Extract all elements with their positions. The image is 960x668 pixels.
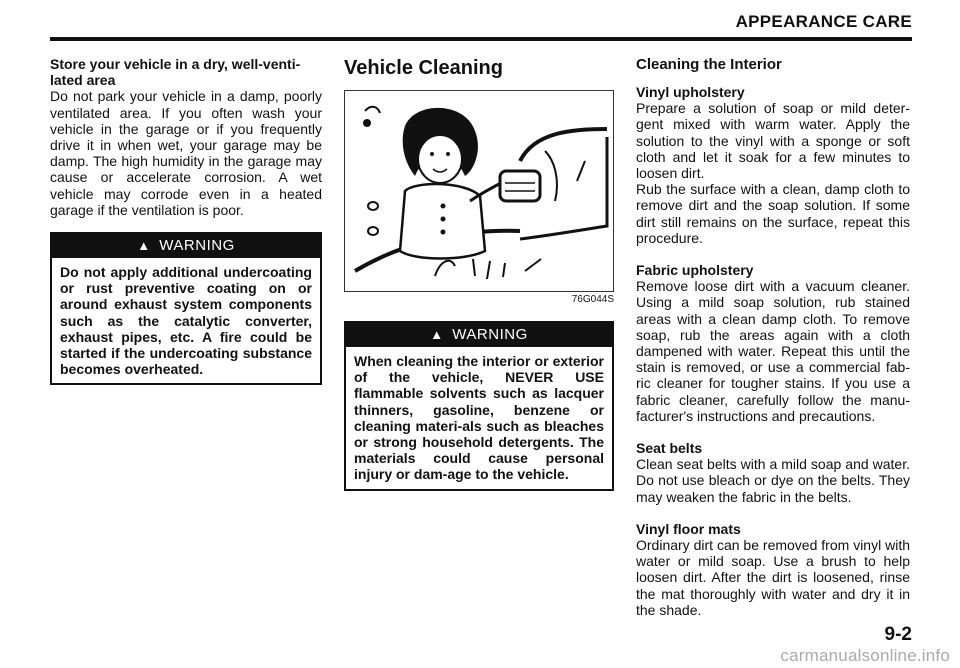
- warning-text: When cleaning the interior or exterior of the vehicle, NEVER USE flammable solvents such as lacquer thinners, gasoline, benzene or cleaning materi-als such as bleaches or strong household detergents. The materials could cause personal injury or dam-age to the vehicle.: [354, 353, 604, 483]
- section-subhead: Seat belts: [636, 440, 703, 457]
- warning-label: WARNING: [159, 237, 235, 255]
- solvent-warning: [344, 321, 614, 491]
- section-subhead: Fabric upholstery: [636, 262, 754, 279]
- figure-code: 76G044S: [571, 294, 614, 305]
- woman-cleaning-window-illustration: [345, 91, 613, 291]
- section-text-2: Rub the surface with a clean, damp cloth to remove dirt and the soap solution. If some dirt still remains on the surface, repeat this procedure.: [636, 181, 910, 246]
- column-2: [344, 56, 614, 491]
- storage-paragraph: Do not park your vehicle in a damp, poorly ventilated area. If you often wash your vehicle in the garage or if you frequently drive it in when wet, your garage may be damp. The high humidity in the garage may cause or accelerate corrosion. A wet vehicle may corrode even in a heated garage if the ventilation is poor.: [50, 88, 322, 218]
- header-rule: [50, 37, 912, 41]
- seat-belts-section: [636, 440, 910, 505]
- vehicle-cleaning-title: Vehicle Cleaning: [344, 57, 503, 79]
- column-1: [50, 56, 322, 385]
- vinyl-floor-mats-section: [636, 521, 910, 618]
- section-subhead: Vinyl upholstery: [636, 84, 745, 100]
- warning-triangle-icon: ▲: [430, 327, 444, 342]
- section-text: Ordinary dirt can be removed from vinyl with water or mild soap. Use a brush to help loosen dirt. After the dirt is loosened, rinse the mat thoroughly with water and dry it in the shade.: [636, 537, 910, 618]
- undercoating-warning: [50, 232, 322, 385]
- page-number: 9-2: [884, 624, 912, 645]
- section-text: Prepare a solution of soap or mild deter-gent mixed with warm water. Apply the solution to the vinyl with a sponge or soft cloth and let it soak for a few minutes to loosen dirt.: [636, 100, 910, 182]
- cleaning-illustration: [344, 90, 614, 292]
- section-subhead: Vinyl floor mats: [636, 520, 741, 537]
- vinyl-upholstery-section: [636, 84, 910, 246]
- page-header-title: APPEARANCE CARE: [735, 12, 912, 31]
- warning-header: [52, 234, 320, 258]
- storage-subhead: Store your vehicle in a dry, well-venti-lated area: [50, 56, 301, 89]
- column-3: [636, 56, 910, 634]
- warning-label: WARNING: [452, 326, 528, 343]
- warning-header: [346, 323, 612, 347]
- warning-text: Do not apply additional undercoating or rust preventive coating on or around exhaust system components such as the catalytic converter, exhaust pipes, etc. A fire could be started if the undercoating substance becomes overheated.: [60, 264, 312, 378]
- section-text: Remove loose dirt with a vacuum cleaner. Using a mild soap solution, rub stained areas with a clean damp cloth. To remove soap, rub the areas again with a cloth dampened with water. Repeat this until the stain is removed, or use a commercial fab-ric cleaner for tougher stains. If you use a fabric cleaner, carefully follow the manu-facturer's instructions and precautions.: [636, 278, 910, 424]
- section-text: Clean seat belts with a mild soap and water. Do not use bleach or dye on the belts. They may weaken the fabric in the belts.: [636, 456, 910, 505]
- warning-triangle-icon: ▲: [137, 238, 151, 254]
- interior-cleaning-title: Cleaning the Interior: [636, 56, 782, 73]
- watermark: carmanualsonline.info: [780, 646, 950, 665]
- fabric-upholstery-section: [636, 262, 910, 424]
